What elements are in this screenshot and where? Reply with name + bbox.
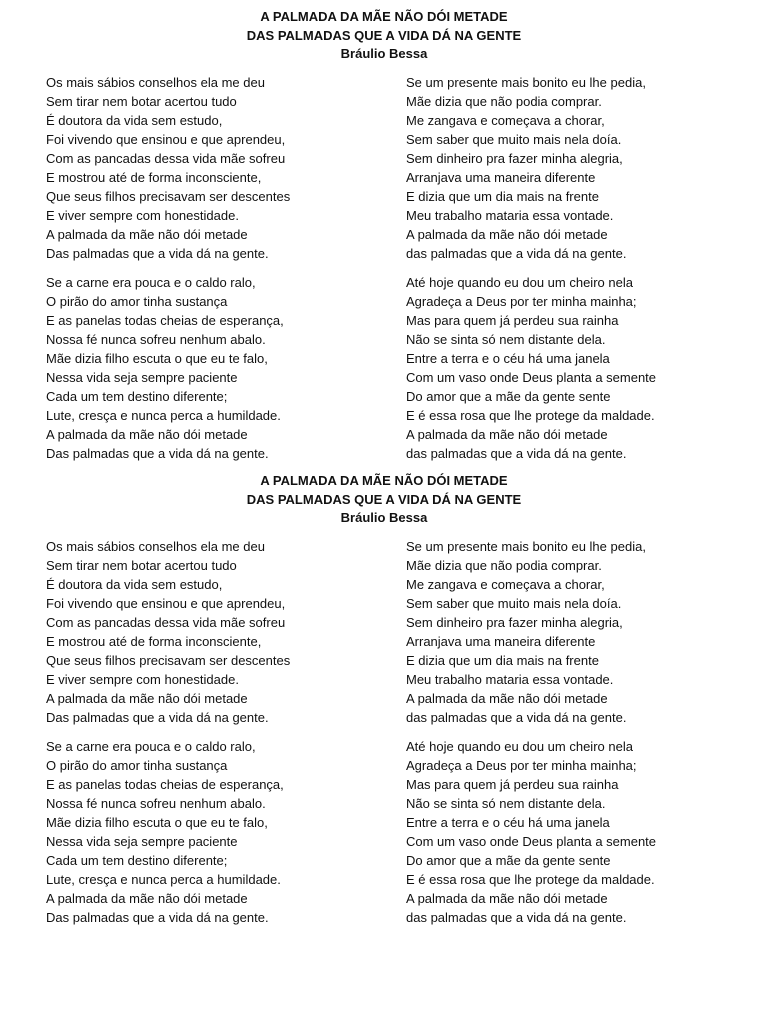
verse-line: Se a carne era pouca e o caldo ralo,	[46, 275, 256, 290]
verse-line: E mostrou até de forma inconsciente,	[46, 634, 262, 649]
poem-header	[0, 8, 768, 64]
verse-line: Arranjava uma maneira diferente	[406, 170, 596, 185]
verse-line: Com um vaso onde Deus planta a semente	[406, 370, 657, 385]
verse-line: E as panelas todas cheias de esperança,	[46, 313, 284, 328]
verse-line: Arranjava uma maneira diferente	[406, 634, 596, 649]
poem-title-line-1: A PALMADA DA MÃE NÃO DÓI METADE	[260, 473, 508, 488]
verse-line: Das palmadas que a vida dá na gente.	[46, 246, 269, 261]
verse-line: Do amor que a mãe da gente sente	[406, 389, 611, 404]
verse-line: Sem tirar nem botar acertou tudo	[46, 558, 237, 573]
verse-line: Me zangava e começava a chorar,	[406, 113, 605, 128]
verse-line: Foi vivendo que ensinou e que aprendeu,	[46, 596, 286, 611]
verse-line: Meu trabalho mataria essa vontade.	[406, 208, 614, 223]
verse-line: Mas para quem já perdeu sua rainha	[406, 313, 619, 328]
verse-line: Os mais sábios conselhos ela me deu	[46, 75, 265, 90]
poem-title-line-1: A PALMADA DA MÃE NÃO DÓI METADE	[260, 9, 508, 24]
verse-line: O pirão do amor tinha sustança	[46, 294, 228, 309]
verse-line: Se a carne era pouca e o caldo ralo,	[46, 739, 256, 754]
poem-author: Bráulio Bessa	[340, 46, 428, 61]
verse-line: A palmada da mãe não dói metade	[46, 691, 248, 706]
stanza-3	[46, 737, 284, 927]
verse-line: Não se sinta só nem distante dela.	[406, 796, 606, 811]
verse-line: É doutora da vida sem estudo,	[46, 113, 223, 128]
stanza-1	[46, 73, 290, 263]
verse-line: Das palmadas que a vida dá na gente.	[46, 910, 269, 925]
verse-line: Agradeça a Deus por ter minha mainha;	[406, 758, 637, 773]
verse-line: Sem dinheiro pra fazer minha alegria,	[406, 151, 623, 166]
verse-line: das palmadas que a vida dá na gente.	[406, 710, 627, 725]
stanza-4	[406, 737, 656, 927]
verse-line: A palmada da mãe não dói metade	[406, 691, 608, 706]
verse-line: E dizia que um dia mais na frente	[406, 189, 599, 204]
verse-line: E viver sempre com honestidade.	[46, 208, 239, 223]
verse-line: Os mais sábios conselhos ela me deu	[46, 539, 265, 554]
verse-line: A palmada da mãe não dói metade	[46, 227, 248, 242]
verse-line: das palmadas que a vida dá na gente.	[406, 446, 627, 461]
verse-line: Até hoje quando eu dou um cheiro nela	[406, 275, 633, 290]
stanza-3	[46, 273, 284, 463]
verse-line: Foi vivendo que ensinou e que aprendeu,	[46, 132, 286, 147]
verse-line: A palmada da mãe não dói metade	[406, 227, 608, 242]
verse-line: Cada um tem destino diferente;	[46, 389, 228, 404]
verse-line: E dizia que um dia mais na frente	[406, 653, 599, 668]
poem-header	[0, 472, 768, 528]
verse-line: Das palmadas que a vida dá na gente.	[46, 446, 269, 461]
verse-line: Se um presente mais bonito eu lhe pedia,	[406, 75, 646, 90]
verse-line: Do amor que a mãe da gente sente	[406, 853, 611, 868]
verse-line: Me zangava e começava a chorar,	[406, 577, 605, 592]
verse-line: Se um presente mais bonito eu lhe pedia,	[406, 539, 646, 554]
verse-line: Mãe dizia filho escuta o que eu te falo,	[46, 351, 268, 366]
poem-title-line-2: DAS PALMADAS QUE A VIDA DÁ NA GENTE	[246, 27, 522, 43]
verse-line: Nossa fé nunca sofreu nenhum abalo.	[46, 796, 266, 811]
verse-line: A palmada da mãe não dói metade	[46, 427, 248, 442]
stanza-2	[406, 537, 646, 727]
verse-line: E mostrou até de forma inconsciente,	[46, 170, 262, 185]
verse-line: Que seus filhos precisavam ser descentes	[46, 189, 291, 204]
verse-line: Meu trabalho mataria essa vontade.	[406, 672, 614, 687]
verse-line: E é essa rosa que lhe protege da maldade.	[406, 408, 655, 423]
verse-line: É doutora da vida sem estudo,	[46, 577, 223, 592]
verse-line: Com as pancadas dessa vida mãe sofreu	[46, 151, 286, 166]
verse-line: Com um vaso onde Deus planta a semente	[406, 834, 657, 849]
poem-title-line-2: DAS PALMADAS QUE A VIDA DÁ NA GENTE	[246, 491, 522, 507]
verse-line: E as panelas todas cheias de esperança,	[46, 777, 284, 792]
verse-line: Cada um tem destino diferente;	[46, 853, 228, 868]
verse-line: Com as pancadas dessa vida mãe sofreu	[46, 615, 286, 630]
verse-line: Nessa vida seja sempre paciente	[46, 370, 238, 385]
verse-line: E viver sempre com honestidade.	[46, 672, 239, 687]
verse-line: A palmada da mãe não dói metade	[406, 427, 608, 442]
verse-line: Lute, cresça e nunca perca a humildade.	[46, 872, 281, 887]
stanza-1	[46, 537, 290, 727]
verse-line: Nossa fé nunca sofreu nenhum abalo.	[46, 332, 266, 347]
verse-line: Não se sinta só nem distante dela.	[406, 332, 606, 347]
verse-line: Das palmadas que a vida dá na gente.	[46, 710, 269, 725]
verse-line: E é essa rosa que lhe protege da maldade.	[406, 872, 655, 887]
verse-line: Sem saber que muito mais nela doía.	[406, 132, 622, 147]
poem-copy-1	[0, 8, 768, 472]
verse-line: Sem dinheiro pra fazer minha alegria,	[406, 615, 623, 630]
verse-line: Mas para quem já perdeu sua rainha	[406, 777, 619, 792]
verse-line: O pirão do amor tinha sustança	[46, 758, 228, 773]
verse-line: Mãe dizia que não podia comprar.	[406, 94, 602, 109]
verse-line: Até hoje quando eu dou um cheiro nela	[406, 739, 633, 754]
verse-line: Lute, cresça e nunca perca a humildade.	[46, 408, 281, 423]
verse-line: Entre a terra e o céu há uma janela	[406, 351, 610, 366]
verse-line: A palmada da mãe não dói metade	[406, 891, 608, 906]
verse-line: Sem saber que muito mais nela doía.	[406, 596, 622, 611]
poem-author: Bráulio Bessa	[340, 510, 428, 525]
poem-copy-2	[0, 472, 768, 936]
verse-line: Sem tirar nem botar acertou tudo	[46, 94, 237, 109]
stanza-4	[406, 273, 656, 463]
verse-line: das palmadas que a vida dá na gente.	[406, 910, 627, 925]
verse-line: Mãe dizia que não podia comprar.	[406, 558, 602, 573]
verse-line: Agradeça a Deus por ter minha mainha;	[406, 294, 637, 309]
verse-line: Nessa vida seja sempre paciente	[46, 834, 238, 849]
verse-line: Entre a terra e o céu há uma janela	[406, 815, 610, 830]
verse-line: Que seus filhos precisavam ser descentes	[46, 653, 291, 668]
verse-line: das palmadas que a vida dá na gente.	[406, 246, 627, 261]
stanza-2	[406, 73, 646, 263]
verse-line: A palmada da mãe não dói metade	[46, 891, 248, 906]
verse-line: Mãe dizia filho escuta o que eu te falo,	[46, 815, 268, 830]
